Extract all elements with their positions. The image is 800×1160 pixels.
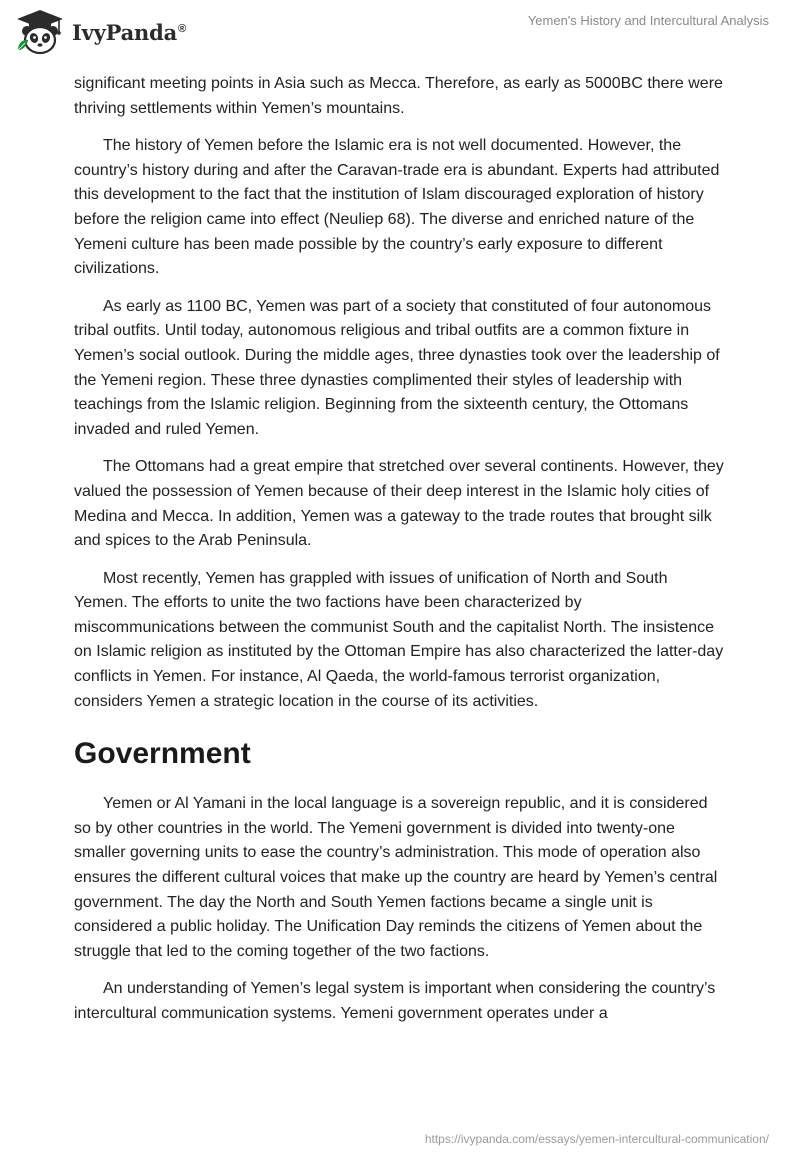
government-paragraph-2: An understanding of Yemen’s legal system is important when considering the country’s intercultural communication systems. Yemeni government operates under a: [74, 980, 716, 1022]
paragraph-4: The Ottomans had a great empire that stretched over several continents. However, they valued the possession of Yemen because of their deep interest in the Islamic holy cities of Medina and Mecca. In addition, Yemen was a gateway to the trade routes that brought silk and spices to the Arab Peninsula.: [74, 458, 724, 550]
brand-name: IvyPanda®: [72, 19, 186, 45]
document-title: Yemen's History and Intercultural Analysis: [527, 13, 769, 28]
government-paragraph-1: Yemen or Al Yamani in the local language is a sovereign republic, and it is considered so by other countries in the world. The Yemeni government is divided into twenty-one smaller governing units to ease the country’s administration. This mode of operation also ensures the different cultural voices that make up the country are heard by Yemen’s central government. The day the North and South Yemen factions became a single unit is considered a public holiday. The Unification Day reminds the citizens of Yemen about the struggle that led to the coming together of the two factions.: [74, 795, 718, 960]
panda-graduate-icon: [14, 8, 66, 56]
paragraph-2: The history of Yemen before the Islamic era is not well documented. However, the country’s history during and after the Caravan-trade era is abundant. Experts had attributed this development to the fact that the institution of Islam discouraged exploration of history before the religion came into effect (Neuliep 68). The diverse and enriched nature of the Yemeni culture has been made possible by the country’s early exposure to different civilizations.: [74, 137, 720, 278]
ivypanda-logo[interactable]: [14, 8, 186, 56]
source-url[interactable]: https://ivypanda.com/essays/yemen-intercultural-communication/: [424, 1132, 769, 1146]
registered-mark: ®: [178, 22, 186, 35]
paragraph-1: significant meeting points in Asia such as Mecca. Therefore, as early as 5000BC there were thriving settlements within Yemen’s mountains.: [74, 75, 723, 117]
paragraph-3: As early as 1100 BC, Yemen was part of a society that constituted of four autonomous tribal outfits. Until today, autonomous religious and tribal outfits are a common fixture in Yemen’s social outlook. During the middle ages, three dynasties took over the leadership of the Yemeni region. These three dynasties complimented their styles of leadership with teachings from the Islamic religion. Beginning from the sixteenth century, the Ottomans invaded and ruled Yemen.: [74, 297, 720, 438]
essay-content: [74, 72, 724, 1040]
paragraph-5: Most recently, Yemen has grappled with issues of unification of North and South Yemen. The efforts to unite the two factions have been characterized by miscommunications between the communist South and the capitalist North. The insistence on Islamic religion as instituted by the Ottoman Empire has also characterized the latter-day conflicts in Yemen. For instance, Al Qaeda, the world-famous terrorist organization, considers Yemen a strategic location in the course of its activities.: [74, 569, 724, 710]
page-header: [0, 0, 800, 70]
section-heading-government: Government: [74, 737, 251, 771]
